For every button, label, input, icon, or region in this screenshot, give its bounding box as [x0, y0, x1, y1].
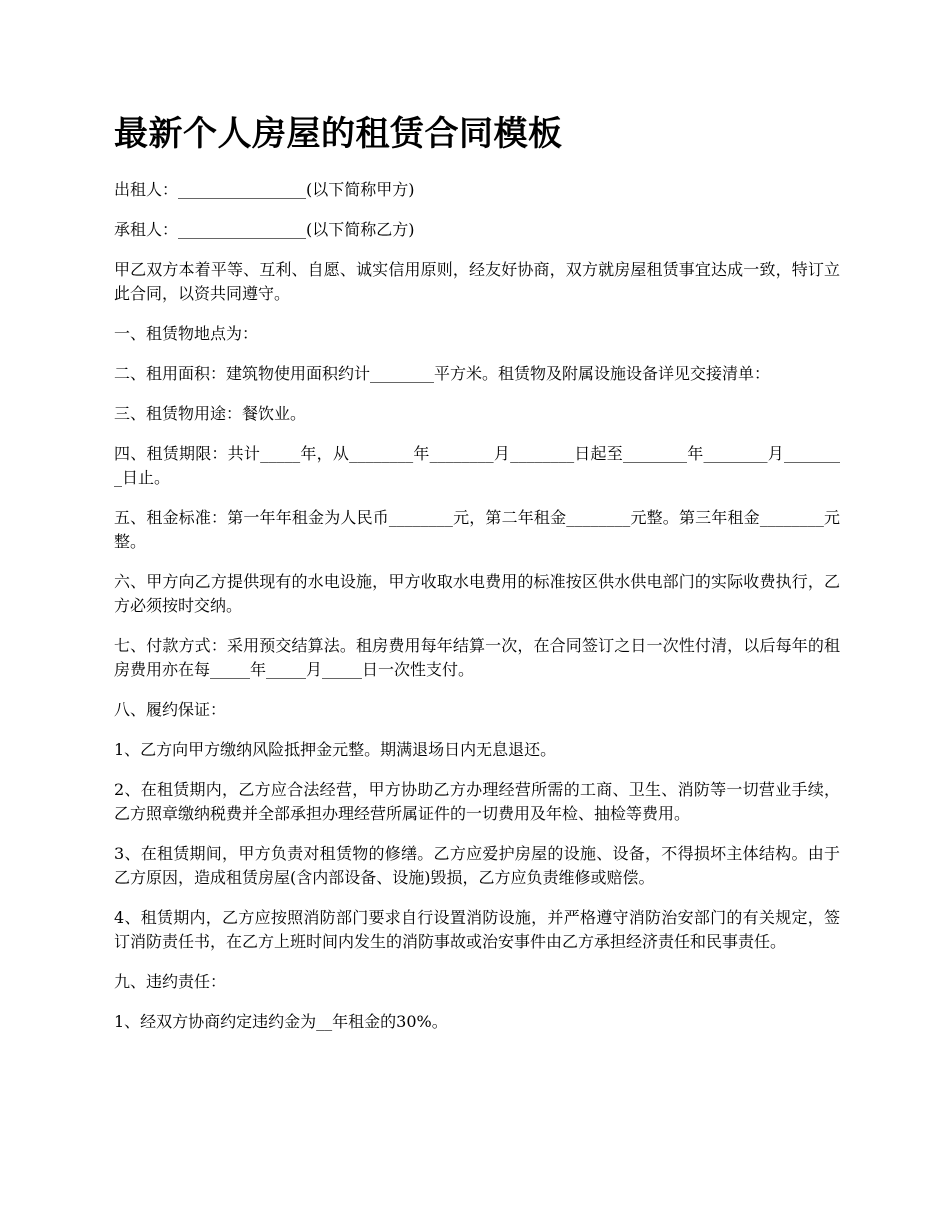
- clause-3-usage: 三、租赁物用途：餐饮业。: [114, 404, 307, 423]
- clause-7-payment: 七、付款方式：采用预交结算法。租房费用每年结算一次，在合同签订之日一次性付清，以后每年的租房费用亦在每_____年_____月_____日一次性支付。: [114, 636, 840, 679]
- clause-8-item-4: 4、租赁期内，乙方应按照消防部门要求自行设置消防设施，并严格遵守消防治安部门的有关规定，签订消防责任书，在乙方上班时间内发生的消防事故或治安事件由乙方承担经济责任和民事责任。: [114, 908, 840, 951]
- lessee-line: 承租人：________________(以下简称乙方): [114, 220, 415, 239]
- document-page: [114, 112, 840, 1050]
- clause-5-rent: 五、租金标准：第一年年租金为人民币________元，第二年租金________元整。第三年租金________元整。: [114, 508, 840, 551]
- document-title: 最新个人房屋的租赁合同模板: [114, 114, 563, 154]
- clause-4-term: 四、租赁期限：共计_____年，从________年________月________日起至________年________月________日止。: [114, 444, 840, 487]
- clause-1-location: 一、租赁物地点为：: [114, 324, 259, 343]
- lessor-line: 出租人：________________(以下简称甲方): [114, 180, 415, 199]
- preamble-paragraph: 甲乙双方本着平等、互利、自愿、诚实信用原则，经友好协商，双方就房屋租赁事宜达成一致，特订立此合同，以资共同遵守。: [114, 260, 840, 303]
- clause-6-utilities: 六、甲方向乙方提供现有的水电设施，甲方收取水电费用的标准按区供水供电部门的实际收费执行，乙方必须按时交纳。: [114, 572, 840, 615]
- clause-9-heading: 九、违约责任：: [114, 972, 227, 991]
- clause-9-item-1: 1、经双方协商约定违约金为__年租金的30%。: [114, 1012, 448, 1031]
- clause-8-heading: 八、履约保证：: [114, 700, 227, 719]
- clause-8-item-2: 2、在租赁期内，乙方应合法经营，甲方协助乙方办理经营所需的工商、卫生、消防等一切营业手续，乙方照章缴纳税费并全部承担办理经营所属证件的一切费用及年检、抽检等费用。: [114, 780, 840, 823]
- clause-8-item-3: 3、在租赁期间，甲方负责对租赁物的修缮。乙方应爱护房屋的设施、设备，不得损坏主体结构。由于乙方原因，造成租赁房屋(含内部设备、设施)毁损，乙方应负责维修或赔偿。: [114, 844, 840, 887]
- clause-8-item-1: 1、乙方向甲方缴纳风险抵押金元整。期满退场日内无息退还。: [114, 740, 557, 759]
- clause-2-area: 二、租用面积：建筑物使用面积约计________平方米。租赁物及附属设施设备详见交接清单：: [114, 364, 771, 383]
